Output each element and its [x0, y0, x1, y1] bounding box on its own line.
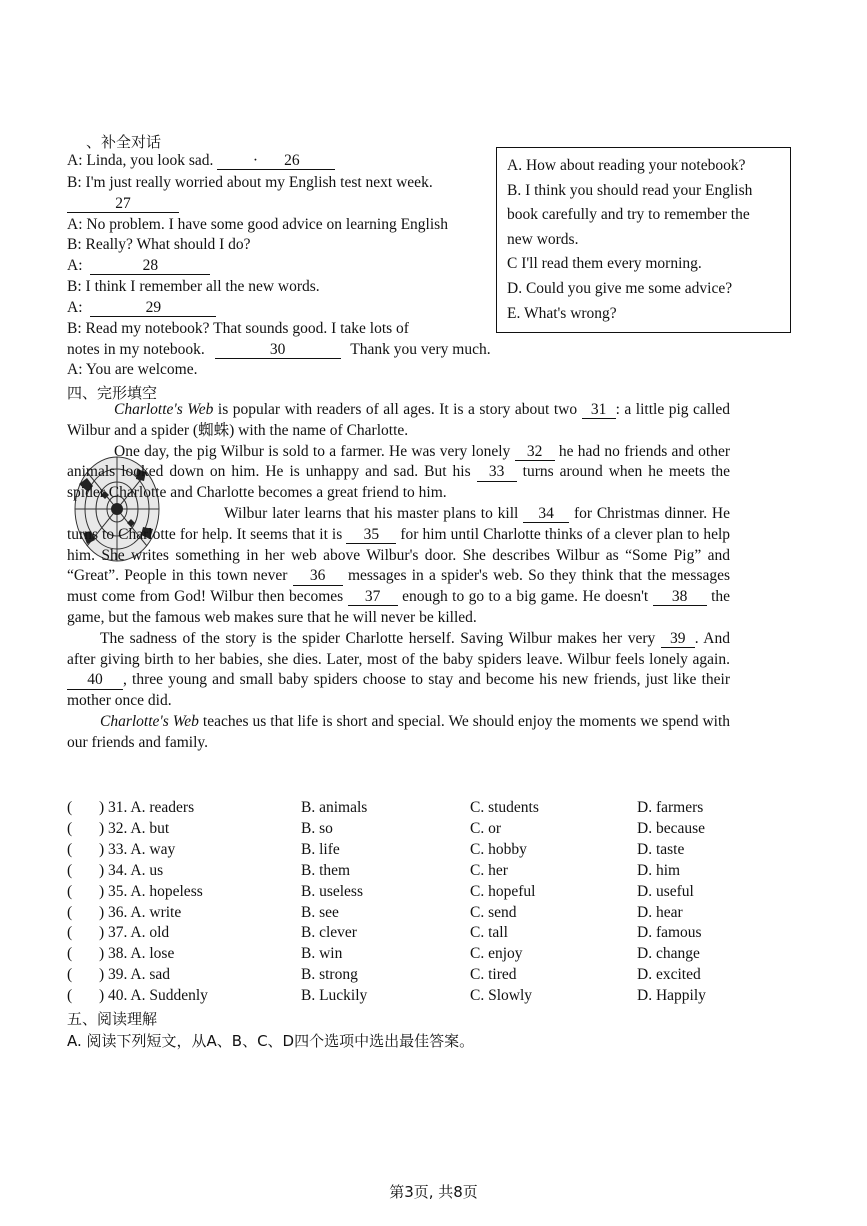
dialogue-line-3: [67, 195, 179, 213]
option-d: D. farmers: [637, 799, 704, 816]
question-number-option-a: ) 38. A. lose: [99, 945, 175, 963]
blank-34[interactable]: 34: [523, 506, 569, 523]
blank-26[interactable]: · 26: [217, 153, 335, 170]
option-d: D. excited: [637, 966, 701, 984]
option-c: C. hobby: [470, 840, 527, 858]
option-b: B. clever: [301, 924, 357, 942]
question-row-35: [67, 883, 727, 904]
answer-paren[interactable]: (: [67, 840, 73, 858]
option-d: D. famous: [637, 924, 702, 942]
dialogue-line-6: A: 28: [67, 257, 210, 275]
question-row-32: [67, 820, 727, 841]
dialogue-line-9: B: Read my notebook? That sounds good. I take lots of: [67, 320, 409, 337]
dialogue-line-7: B: I think I remember all the new words.: [67, 278, 320, 295]
cloze-paragraph-3: Wilbur later learns that his master plans to kill 34 for Christmas dinner. He turns to Charlotte for help. It seems that it is 35 for him until Charlotte thinks of a clever plan to help him. She writes something in her web above Wilbur's door. She describes Wilbur as “Some Pig” and “Great”. People in this town never 36 messages in a spider's web. So they think that the messages must come from God! Wilbur then becomes 37 enough to go to a big game. He doesn't 38 the game, but the famous web makes sure that he will never be killed.: [67, 504, 731, 626]
blank-38[interactable]: 38: [653, 589, 707, 606]
option-b: B. see: [301, 903, 339, 921]
blank-37[interactable]: 37: [348, 589, 398, 606]
option-c: C. tall: [470, 924, 508, 942]
option-c: C. tired: [470, 966, 517, 984]
section-4-title: 四、完形填空: [67, 384, 158, 402]
option-b: B. I think you should read your English: [507, 181, 753, 199]
dialogue-line-1: A: Linda, you look sad. · 26: [67, 152, 335, 170]
question-number-option-a: ) 34. A. us: [99, 861, 164, 879]
option-b: B. useless: [301, 882, 363, 900]
option-b: B. so: [301, 819, 333, 837]
question-row-40: [67, 987, 727, 1008]
blank-31[interactable]: 31: [582, 402, 616, 419]
question-row-39: [67, 966, 727, 987]
blank-28[interactable]: 28: [90, 258, 210, 275]
option-c: C. her: [470, 861, 508, 879]
answer-paren[interactable]: (: [67, 966, 73, 984]
option-b-cont-1: book carefully and try to remember the: [507, 206, 750, 224]
option-d: D. Could you give me some advice?: [507, 279, 733, 297]
cloze-paragraph-1: Charlotte's Web is popular with readers of all ages. It is a story about two 31 : a little pig called Wilbur and a spider (蜘蛛) with the name of Charlotte.: [67, 401, 731, 439]
dialogue-line-11: A: You are welcome.: [67, 361, 198, 378]
blank-36[interactable]: 36: [293, 568, 343, 585]
blank-30[interactable]: 30: [215, 342, 341, 359]
option-b: B. strong: [301, 966, 358, 984]
option-e: E. What's wrong?: [507, 304, 617, 322]
answer-paren[interactable]: (: [67, 861, 73, 879]
page-footer: 第3页, 共8页: [389, 1183, 478, 1201]
dialogue-options-box: [496, 147, 791, 333]
option-d: D. change: [637, 945, 700, 963]
option-b: B. life: [301, 840, 340, 858]
dialogue-line-5: B: Really? What should I do?: [67, 236, 251, 253]
option-c: C. send: [470, 903, 517, 921]
option-b: B. win: [301, 945, 343, 963]
answer-paren[interactable]: (: [67, 799, 73, 816]
blank-29[interactable]: 29: [90, 300, 216, 317]
answer-paren[interactable]: (: [67, 903, 73, 921]
cloze-paragraph-4: The sadness of the story is the spider Charlotte herself. Saving Wilbur makes her very 39 . And after giving birth to her babies, she dies. Later, most of the baby spiders leave. Wilbur feels lonely again. 40 , three young and small baby spiders choose to stay and become his new friends, just like their mother once did.: [67, 629, 731, 710]
blank-35[interactable]: 35: [346, 527, 396, 544]
option-b-cont-2: new words.: [507, 230, 579, 248]
option-c: C I'll read them every morning.: [507, 255, 702, 273]
section-3-title: 、补全对话: [86, 133, 162, 151]
option-c: C. students: [470, 799, 539, 816]
question-number-option-a: ) 39. A. sad: [99, 966, 171, 984]
answer-paren[interactable]: (: [67, 945, 73, 963]
question-row-33: [67, 841, 727, 862]
question-number-option-a: ) 31. A. readers: [99, 799, 195, 816]
section-5-title: 五、阅读理解: [67, 1010, 158, 1028]
option-d: D. because: [637, 819, 705, 837]
dialogue-line-4: A: No problem. I have some good advice on learning English: [67, 216, 448, 233]
question-row-31: [67, 799, 727, 820]
answer-paren[interactable]: (: [67, 987, 73, 1005]
blank-39[interactable]: 39: [661, 631, 695, 648]
section-5-instruction: A. 阅读下列短文，从A、B、C、D四个选项中选出最佳答案。: [67, 1032, 475, 1050]
blank-40[interactable]: 40: [67, 672, 123, 689]
dialogue-line-8: A: 29: [67, 299, 216, 317]
option-c: C. or: [470, 819, 501, 837]
dialogue-line-2: B: I'm just really worried about my English test next week.: [67, 174, 433, 191]
dialogue-line-10: notes in my notebook. 30 Thank you very much.: [67, 341, 491, 358]
question-row-36: [67, 904, 727, 925]
cloze-passage: [67, 400, 730, 754]
question-number-option-a: ) 33. A. way: [99, 840, 176, 858]
answer-paren[interactable]: (: [67, 924, 73, 942]
option-b: B. them: [301, 861, 351, 879]
option-d: D. hear: [637, 903, 683, 921]
cloze-paragraph-5: Charlotte's Web teaches us that life is short and special. We should enjoy the moments we spend with our friends and family.: [67, 712, 731, 751]
blank-32[interactable]: 32: [515, 444, 555, 461]
option-c: C. hopeful: [470, 882, 536, 900]
option-b: B. Luckily: [301, 987, 368, 1005]
option-a: A. How about reading your notebook?: [507, 157, 746, 174]
question-number-option-a: ) 37. A. old: [99, 924, 170, 942]
cloze-paragraph-2: One day, the pig Wilbur is sold to a farmer. He was very lonely 32 he had no friends and other animals looked down on him. He is unhappy and sad. But his 33 turns around when he meets the spider Charlotte and Charlotte becomes a great friend to him.: [67, 442, 731, 502]
option-d: D. him: [637, 861, 681, 879]
answer-paren[interactable]: (: [67, 882, 73, 900]
option-c: C. Slowly: [470, 987, 533, 1005]
blank-27[interactable]: 27: [67, 196, 179, 213]
blank-33[interactable]: 33: [477, 464, 517, 481]
question-number-option-a: ) 36. A. write: [99, 903, 182, 921]
option-d: D. Happily: [637, 987, 706, 1005]
answer-paren[interactable]: (: [67, 819, 73, 837]
option-d: D. taste: [637, 840, 685, 858]
question-number-option-a: ) 32. A. but: [99, 819, 170, 837]
question-row-38: [67, 945, 727, 966]
question-number-option-a: ) 40. A. Suddenly: [99, 987, 208, 1005]
option-d: D. useful: [637, 882, 694, 900]
option-c: C. enjoy: [470, 945, 523, 963]
question-number-option-a: ) 35. A. hopeless: [99, 882, 203, 900]
option-b: B. animals: [301, 799, 368, 816]
question-row-37: [67, 924, 727, 945]
question-row-34: [67, 862, 727, 883]
